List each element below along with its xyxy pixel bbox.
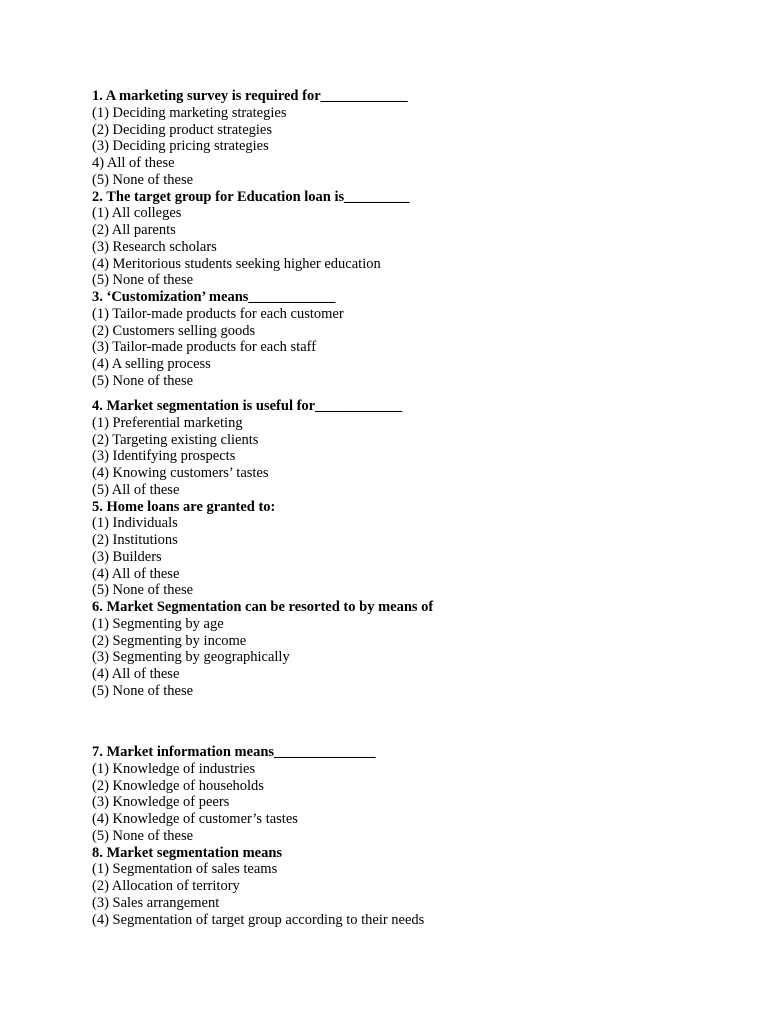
question-1-option-3: (3) Deciding pricing strategies (92, 138, 269, 155)
question-5-option-3: (3) Builders (92, 548, 162, 565)
question-1-option-1: (1) Deciding marketing strategies (92, 104, 287, 121)
question-4-text: 4. Market segmentation is useful for____________ (92, 398, 403, 414)
question-4-option-2: (2) Targeting existing clients (92, 431, 259, 448)
question-6-option-1: (1) Segmenting by age (92, 615, 224, 632)
question-4-option-1: (1) Preferential marketing (92, 414, 243, 431)
question-block-4-6 (92, 398, 732, 700)
question-2-option-4: (4) Meritorious students seeking higher education (92, 255, 381, 272)
question-5-text: 5. Home loans are granted to: (92, 498, 276, 515)
question-3-option-2: (2) Customers selling goods (92, 322, 256, 339)
question-8-option-2: (2) Allocation of territory (92, 878, 240, 894)
question-7-option-4: (4) Knowledge of customer’s tastes (92, 811, 298, 827)
question-4-option-5: (5) All of these (92, 481, 180, 498)
question-5-option-1: (1) Individuals (92, 515, 178, 532)
question-3-option-4: (4) A selling process (92, 356, 211, 372)
question-7-text: 7. Market information means______________ (92, 744, 376, 760)
question-7-option-3: (3) Knowledge of peers (92, 794, 230, 811)
question-4-option-3: (3) Identifying prospects (92, 448, 236, 465)
question-5-option-2: (2) Institutions (92, 532, 178, 548)
question-1-option-4: 4) All of these (92, 155, 175, 171)
question-5-option-5: (5) None of these (92, 582, 194, 599)
question-6-option-5: (5) None of these (92, 682, 194, 699)
question-block-7-8 (92, 744, 732, 928)
question-8-option-1: (1) Segmentation of sales teams (92, 861, 278, 878)
question-2-option-3: (3) Research scholars (92, 238, 217, 255)
question-1-option-2: (2) Deciding product strategies (92, 121, 272, 138)
question-3-option-3: (3) Tailor-made products for each staff (92, 339, 317, 356)
question-8-option-3: (3) Sales arrangement (92, 894, 220, 911)
question-3-text: 3. ‘Customization’ means____________ (92, 289, 336, 305)
question-1-option-5: (5) None of these (92, 171, 194, 188)
question-6-option-2: (2) Segmenting by income (92, 632, 247, 649)
question-6-option-4: (4) All of these (92, 666, 180, 682)
question-8-option-4: (4) Segmentation of target group according to their needs (92, 911, 425, 928)
question-7-option-1: (1) Knowledge of industries (92, 760, 256, 777)
question-2-option-1: (1) All colleges (92, 205, 182, 222)
question-3-option-1: (1) Tailor-made products for each customer (92, 305, 344, 322)
question-5-option-4: (4) All of these (92, 565, 180, 582)
question-4-option-4: (4) Knowing customers’ tastes (92, 465, 269, 481)
question-2-text: 2. The target group for Education loan is_________ (92, 188, 410, 205)
question-2-option-5: (5) None of these (92, 272, 194, 289)
question-7-option-2: (2) Knowledge of households (92, 777, 264, 794)
question-7-option-5: (5) None of these (92, 827, 194, 844)
question-3-option-5: (5) None of these (92, 372, 194, 389)
question-8-text: 8. Market segmentation means (92, 844, 283, 861)
question-2-option-2: (2) All parents (92, 222, 176, 238)
question-6-text: 6. Market Segmentation can be resorted to by means of (92, 599, 434, 615)
question-block-1-3 (92, 88, 732, 390)
question-1-text: 1. A marketing survey is required for____________ (92, 88, 408, 104)
question-6-option-3: (3) Segmenting by geographically (92, 649, 290, 666)
